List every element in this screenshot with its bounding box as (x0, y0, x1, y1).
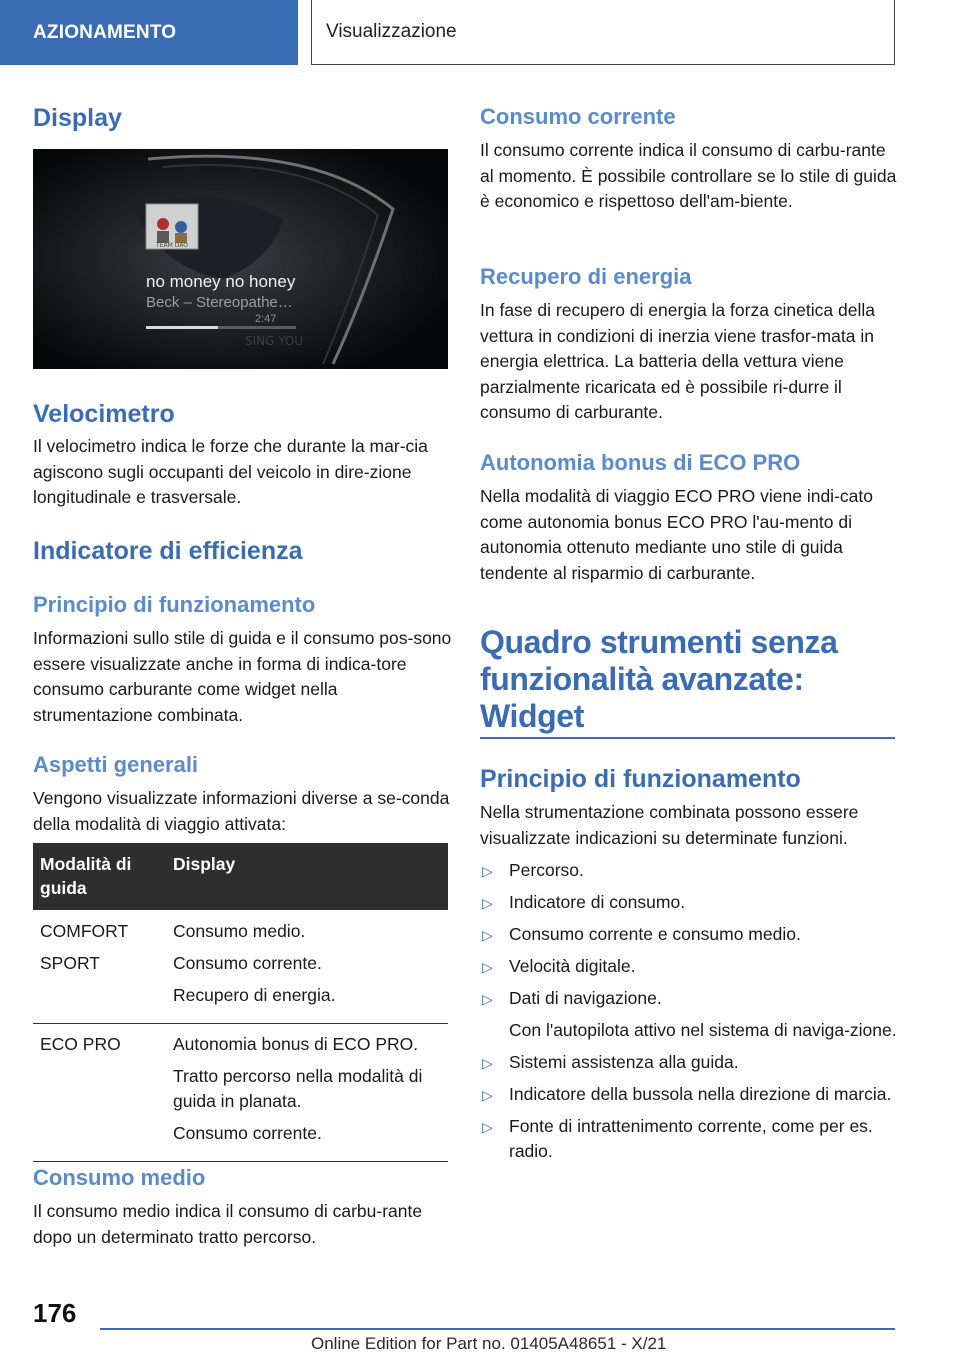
page-number: 176 (33, 1298, 77, 1328)
velocimetro-text: Il velocimetro indica le forze che durante la mar-cia agiscono sugli occupanti del veicolo in dire-zione longitudinale e trasversale. (33, 436, 428, 507)
principio-heading-right: Principio di funzionamento (480, 765, 801, 793)
triangle-bullet-icon: ▷ (482, 959, 493, 975)
footer-divider (100, 1328, 895, 1330)
list-item: ▷ Sistemi assistenza alla guida. (480, 1050, 900, 1076)
triangle-bullet-icon: ▷ (482, 991, 493, 1007)
corrente-text: Il consumo corrente indica il consumo di carbu-rante al momento. È possibile controllare se lo stile di guida è economico e rispettoso dell'am-biente. (480, 140, 897, 211)
table-row (33, 910, 448, 1024)
quadro-heading: Quadro strumenti senza funzionalità avanzate: Widget (480, 624, 838, 734)
list-item: ▷ Velocità digitale. (480, 954, 900, 980)
display-value: Tratto percorso nella modalità di guida in planata. (173, 1066, 423, 1111)
mode-cell (33, 1024, 166, 1162)
triangle-bullet-icon: ▷ (482, 863, 493, 879)
track-title: no money no honey (146, 272, 296, 291)
mode-value: COMFORT (40, 921, 129, 941)
aspetti-text: Vengono visualizzate informazioni diverse a se-conda della modalità di viaggio attivata: (33, 788, 450, 834)
list-item: ▷ Fonte di intrattenimento corrente, come per es. radio. (482, 1115, 873, 1161)
list-item: ▷ Percorso. (480, 858, 900, 884)
list-item: ▷ Consumo corrente e consumo medio. (480, 922, 900, 948)
list-item: ▷ Indicatore di consumo. (480, 890, 900, 916)
mode-value: SPORT (40, 953, 100, 973)
display-value: Recupero di energia. (173, 985, 336, 1005)
topic-box (311, 0, 895, 65)
widget-list (480, 858, 900, 1171)
corrente-heading: Consumo corrente (480, 104, 676, 129)
triangle-bullet-icon: ▷ (482, 1118, 493, 1135)
track-time: 2:47 (255, 313, 277, 325)
list-item-note: Con l'autopilota attivo nel sistema di naviga-zione. (509, 1019, 897, 1040)
list-item: ▷ Indicatore della bussola nella direzione di marcia. (480, 1082, 900, 1108)
display-heading: Display (33, 104, 122, 132)
bonus-heading: Autonomia bonus di ECO PRO (480, 450, 801, 475)
principio-text-right: Nella strumentazione combinata possono essere visualizzate indicazioni su determinate funzioni. (480, 802, 859, 848)
aspetti-heading: Aspetti generali (33, 752, 199, 777)
thumb-caption: TEAM DAO (156, 242, 188, 249)
recupero-heading: Recupero di energia (480, 264, 692, 289)
background-text: SING YOU (245, 334, 304, 348)
display-value: Consumo corrente. (173, 953, 322, 973)
display-photo (33, 149, 448, 369)
mode-cell (33, 910, 166, 1024)
header-display: Display (166, 843, 448, 910)
display-value: Autonomia bonus di ECO PRO. (173, 1034, 419, 1054)
modes-table (33, 843, 448, 1162)
track-artist: Beck – Stereopathe… (146, 294, 293, 311)
velocimetro-heading: Velocimetro (33, 400, 175, 428)
efficienza-heading: Indicatore di efficienza (33, 537, 303, 565)
display-cell (166, 910, 448, 1024)
triangle-bullet-icon: ▷ (482, 1086, 493, 1103)
medio-text: Il consumo medio indica il consumo di carbu-rante dopo un determinato tratto percorso. (33, 1201, 423, 1247)
section-tab (0, 0, 298, 65)
edition-note: Online Edition for Part no. 01405A48651 - X/21 (311, 1334, 667, 1353)
display-cell (166, 1024, 448, 1162)
display-value: Consumo corrente. (173, 1123, 322, 1143)
triangle-bullet-icon: ▷ (482, 895, 493, 911)
principio-heading-left: Principio di funzionamento (33, 592, 316, 617)
header-mode: Modalità di guida (33, 843, 166, 910)
bonus-text: Nella modalità di viaggio ECO PRO viene indi-cato come autonomia bonus ECO PRO l'au-mento di autonomia ottenuto mediante uno stile di guida tendente al risparmio di carburante. (480, 486, 873, 583)
table-header-row (33, 843, 448, 910)
mode-value: ECO PRO (40, 1034, 121, 1054)
table-row (33, 1024, 448, 1162)
section-divider (480, 737, 895, 739)
instrument-cluster-illustration (33, 149, 448, 369)
display-value: Consumo medio. (173, 921, 306, 941)
recupero-text: In fase di recupero di energia la forza cinetica della vettura in condizioni di inerzia viene trasfor-mata in energia elettrica. La batteria della vettura viene parzialmente ricaricata ed è possibile ri-durre il consumo di carburante. (480, 300, 875, 422)
principio-text-left: Informazioni sullo stile di guida e il consumo pos-sono essere visualizzate anche in forma di indica-tore consumo carburante come widget nella strumentazione combinata. (33, 628, 452, 725)
triangle-bullet-icon: ▷ (482, 927, 493, 943)
medio-heading: Consumo medio (33, 1165, 206, 1190)
topic-title: Visualizzazione (326, 21, 457, 42)
list-item: ▷ Dati di navigazione. Con l'autopilota attivo nel sistema di naviga-zione. (480, 986, 900, 1043)
triangle-bullet-icon: ▷ (482, 1054, 493, 1071)
section-title: AZIONAMENTO (33, 21, 177, 43)
